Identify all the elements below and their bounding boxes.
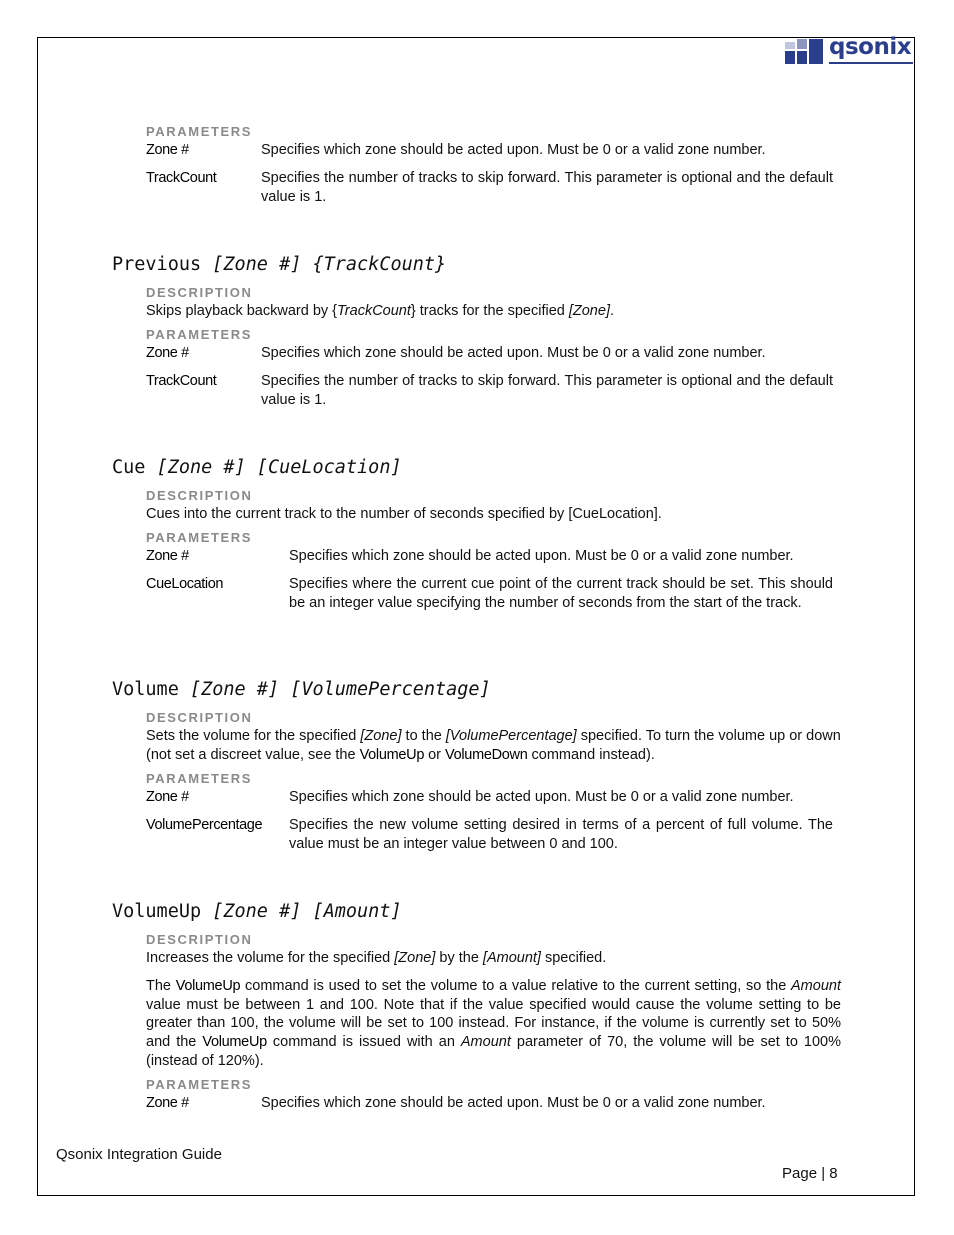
command-name: Previous	[112, 254, 202, 275]
param-name: Zone #	[146, 1095, 189, 1111]
command-name: VolumeUp	[112, 901, 202, 922]
param-name: Zone #	[146, 548, 189, 564]
description-paragraph: The VolumeUp command is used to set the volume to a value relative to the current setting, so the Amount value must be between 1 and 100. Note that if the value specified would cause the volume setting to be greater than 100, the volume will be set to 100 instead. For instance, if the volume is currently set to 50% and the VolumeUp command is issued with an Amount parameter of 70, the volume will be set to 100% (instead of 120%).	[146, 978, 841, 1069]
command-args: [Zone #] [Amount]	[212, 901, 402, 922]
command-heading	[112, 900, 402, 924]
param-name: Zone #	[146, 345, 189, 361]
param-desc: Specifies where the current cue point of the current track should be set. This should be an integer value specifying the number of seconds from the start of the track.	[289, 576, 833, 611]
footer-title: Qsonix Integration Guide	[56, 1146, 222, 1163]
param-name: Zone #	[146, 789, 189, 805]
description-label: DESCRIPTION	[146, 932, 253, 947]
command-args: [Zone #] {TrackCount}	[212, 254, 447, 275]
parameters-label: PARAMETERS	[146, 771, 253, 786]
command-heading	[112, 678, 491, 702]
description-label: DESCRIPTION	[146, 285, 253, 300]
logo-text: qsonix	[829, 34, 912, 60]
param-name: VolumePercentage	[146, 817, 263, 833]
command-name: Cue	[112, 457, 146, 478]
command-name: Volume	[112, 679, 179, 700]
param-name: CueLocation	[146, 576, 224, 592]
parameters-label: PARAMETERS	[146, 530, 253, 545]
command-heading	[112, 253, 446, 277]
param-name: TrackCount	[146, 373, 217, 389]
param-desc: Specifies the number of tracks to skip forward. This parameter is optional and the default value is 1.	[261, 373, 833, 408]
param-desc: Specifies the new volume setting desired in terms of a percent of full volume. The value must be an integer value between 0 and 100.	[289, 817, 833, 852]
command-args: [Zone #] [VolumePercentage]	[189, 679, 491, 700]
parameters-label: PARAMETERS	[146, 1077, 253, 1092]
param-desc: Specifies which zone should be acted upon. Must be 0 or a valid zone number.	[289, 789, 794, 805]
param-name: Zone #	[146, 142, 189, 158]
description-text: Increases the volume for the specified [Zone] by the [Amount] specified.	[146, 950, 607, 966]
parameters-label: PARAMETERS	[146, 327, 253, 342]
qsonix-logo	[785, 34, 915, 67]
param-desc: Specifies which zone should be acted upon. Must be 0 or a valid zone number.	[261, 1095, 766, 1111]
param-desc: Specifies the number of tracks to skip forward. This parameter is optional and the default value is 1.	[261, 170, 833, 205]
description-text: Skips playback backward by {TrackCount} tracks for the specified [Zone].	[146, 303, 614, 319]
parameters-label: PARAMETERS	[146, 124, 253, 139]
description-label: DESCRIPTION	[146, 710, 253, 725]
description-label: DESCRIPTION	[146, 488, 253, 503]
param-name: TrackCount	[146, 170, 217, 186]
page-number: Page | 8	[782, 1165, 838, 1182]
description-text: Cues into the current track to the number of seconds specified by [CueLocation].	[146, 506, 662, 522]
description-text: Sets the volume for the specified [Zone] to the [VolumePercentage] specified. To turn the volume up or down (not set a discreet value, see the VolumeUp or VolumeDown command instead).	[146, 728, 841, 763]
command-args: [Zone #] [CueLocation]	[156, 457, 402, 478]
param-desc: Specifies which zone should be acted upon. Must be 0 or a valid zone number.	[261, 345, 766, 361]
param-desc: Specifies which zone should be acted upon. Must be 0 or a valid zone number.	[289, 548, 794, 564]
param-desc: Specifies which zone should be acted upon. Must be 0 or a valid zone number.	[261, 142, 766, 158]
command-heading	[112, 456, 402, 480]
